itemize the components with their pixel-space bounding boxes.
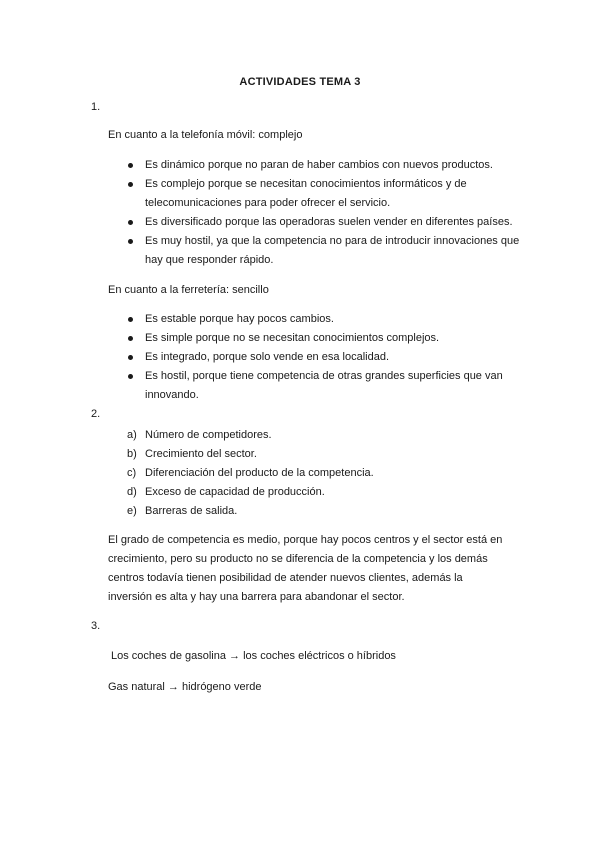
list-item: Es simple porque no se necesitan conocimientos complejos. xyxy=(127,329,527,348)
list-item: Es dinámico porque no paran de haber cambios con nuevos productos. xyxy=(127,156,527,175)
section-1-number: 1. xyxy=(91,101,101,113)
movil-bullet-list xyxy=(127,156,527,270)
section-2-number: 2. xyxy=(91,408,101,420)
bullet-icon xyxy=(128,163,133,168)
substitute-line-1: Los coches de gasolina → los coches eléctricos o híbridos xyxy=(111,650,396,662)
list-item: Es estable porque hay pocos cambios. xyxy=(127,310,527,329)
section-3-number: 3. xyxy=(91,620,101,632)
list-item: Es hostil, porque tiene competencia de otras grandes superficies que van innovando. xyxy=(127,367,527,405)
bullet-icon xyxy=(128,355,133,360)
movil-intro: En cuanto a la telefonía móvil: complejo xyxy=(108,129,303,141)
list-item: c) Diferenciación del producto de la competencia. xyxy=(127,467,374,479)
bullet-icon xyxy=(128,317,133,322)
ferreteria-intro: En cuanto a la ferretería: sencillo xyxy=(108,284,269,296)
list-item: d) Exceso de capacidad de producción. xyxy=(127,486,325,498)
competition-paragraph: El grado de competencia es medio, porque hay pocos centros y el sector está en crecimiento, pero su producto no se diferencia de la competencia y los demás centros todavía tienen posibilidad de atender nuevos clientes, además la inversión es alta y hay una barrera para abandonar el sector. xyxy=(108,534,503,603)
bullet-icon xyxy=(128,239,133,244)
list-item: Es diversificado porque las operadoras suelen vender en diferentes países. xyxy=(127,213,527,232)
bullet-icon xyxy=(128,374,133,379)
list-item: b) Crecimiento del sector. xyxy=(127,448,257,460)
bullet-icon xyxy=(128,182,133,187)
bullet-icon xyxy=(128,220,133,225)
list-item: e) Barreras de salida. xyxy=(127,505,238,517)
ferreteria-bullet-list xyxy=(127,310,527,405)
list-item: Es integrado, porque solo vende en esa localidad. xyxy=(127,348,527,367)
list-item: Es complejo porque se necesitan conocimientos informáticos y de telecomunicaciones para poder ofrecer el servicio. xyxy=(127,175,527,213)
list-item: Es muy hostil, ya que la competencia no para de introducir innovaciones que hay que responder rápido. xyxy=(127,232,527,270)
list-item: a) Número de competidores. xyxy=(127,429,272,441)
bullet-icon xyxy=(128,336,133,341)
substitute-line-2: Gas natural → hidrógeno verde xyxy=(108,681,262,693)
factors-list xyxy=(127,426,507,521)
document-title: ACTIVIDADES TEMA 3 xyxy=(239,76,361,88)
